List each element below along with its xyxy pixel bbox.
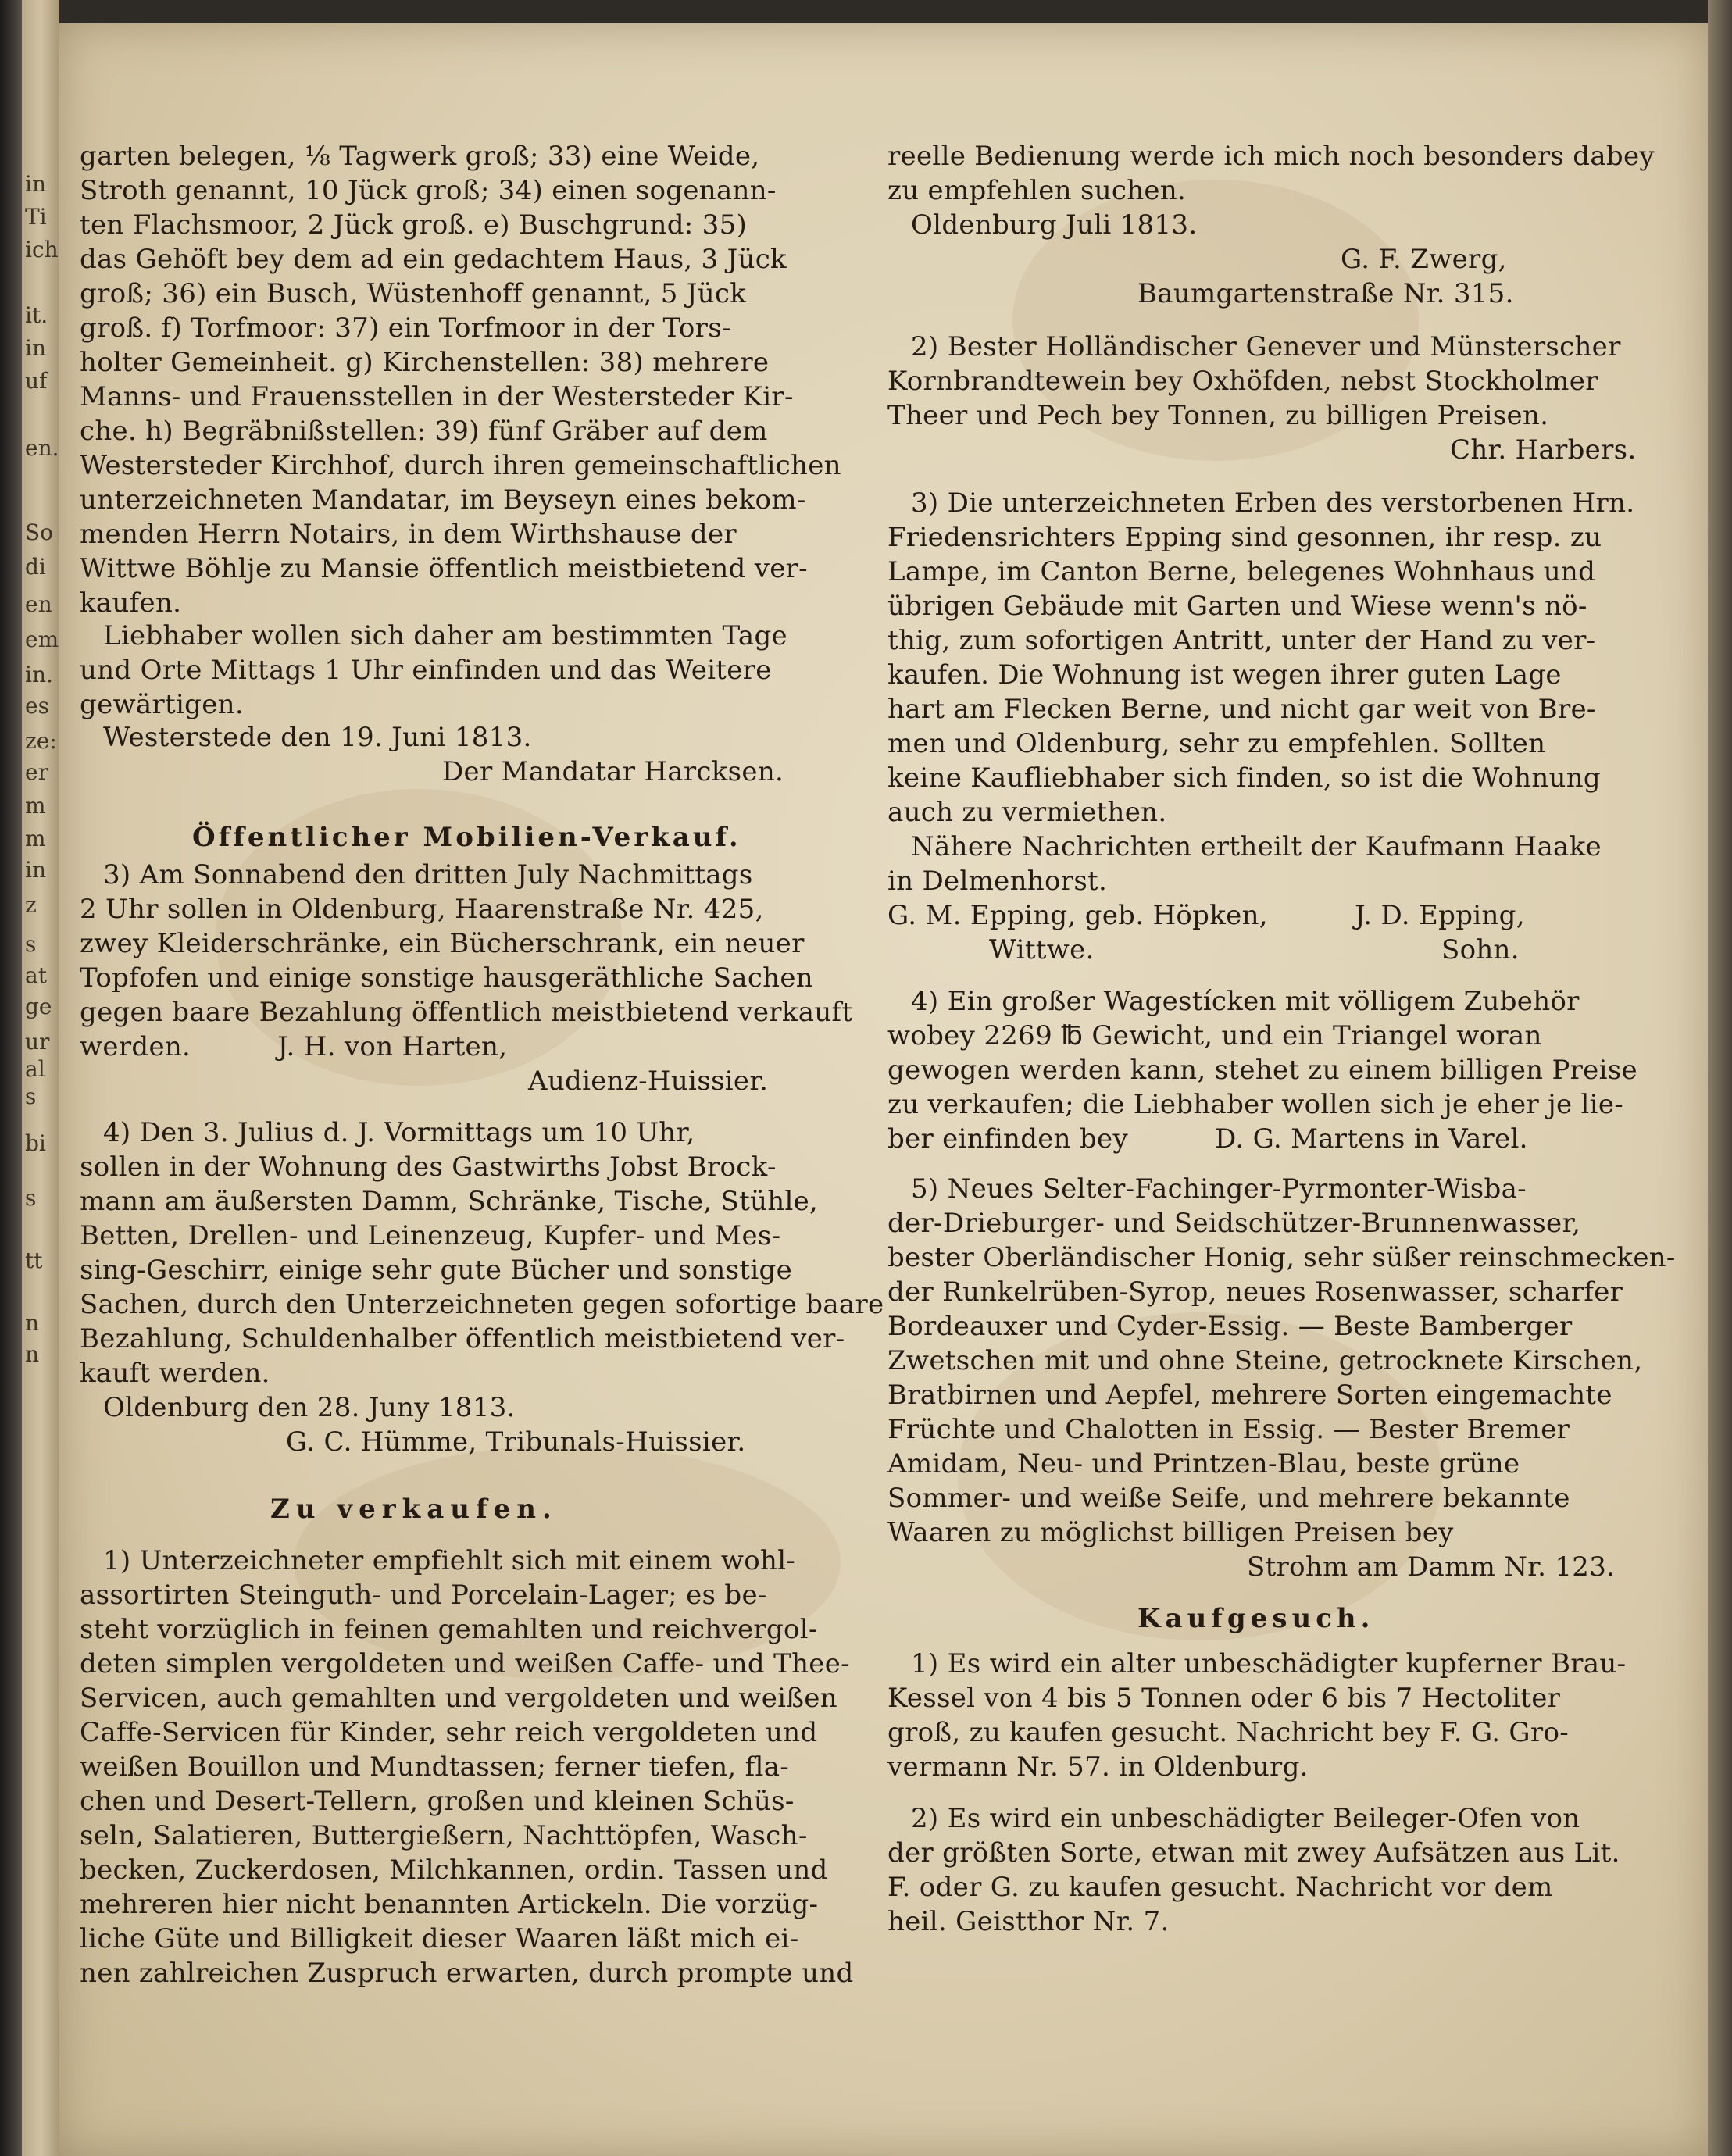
signature-address: Baumgartenstraße Nr. 315.: [1137, 278, 1514, 309]
margin-fragment: al: [25, 1056, 45, 1082]
text-line: mehreren hier nicht benannten Artickeln. Die vorzüg-: [80, 1889, 819, 1920]
text-line: 4) Den 3. Julius d. J. Vormittags um 10 Uhr,: [103, 1117, 695, 1148]
margin-fragment: z: [25, 892, 37, 918]
margin-fragment: en.: [25, 435, 59, 461]
text-line: Zwetschen mit und ohne Steine, getrocknete Kirschen,: [887, 1345, 1643, 1376]
signature: G. F. Zwerg,: [1341, 244, 1507, 275]
text-line: reelle Bedienung werde ich mich noch besonders dabey: [887, 141, 1655, 172]
margin-fragment: it.: [25, 302, 48, 328]
text-line: becken, Zuckerdosen, Milchkannen, ordin. Tassen und: [80, 1854, 828, 1886]
text-line: 5) Neues Selter-Fachinger-Pyrmonter-Wisba-: [911, 1173, 1527, 1205]
text-line: Nähere Nachrichten ertheilt der Kaufmann Haake: [911, 831, 1602, 862]
margin-fragment: s: [25, 931, 37, 957]
margin-fragment: So: [25, 519, 54, 545]
text-line: groß, zu kaufen gesucht. Nachricht bey F. G. Gro-: [887, 1717, 1570, 1748]
margin-fragment: er: [25, 759, 48, 785]
signature: Der Mandatar Harcksen.: [442, 756, 784, 787]
margin-fragment: Ti: [25, 204, 47, 230]
text-line: kauft werden.: [80, 1358, 270, 1389]
text-line: bester Oberländischer Honig, sehr süßer reinschmecken-: [887, 1242, 1676, 1273]
margin-fragment: ze:: [25, 728, 57, 754]
text-line: Bordeauxer und Cyder-Essig. — Beste Bamberger: [887, 1311, 1573, 1342]
text-line: Servicen, auch gemahlten und vergoldeten und weißen: [80, 1683, 837, 1714]
text-line: ber einfinden bey D. G. Martens in Varel.: [887, 1123, 1528, 1155]
signature: Strohm am Damm Nr. 123.: [1247, 1551, 1616, 1583]
margin-fragment: in: [25, 857, 46, 883]
text-line: keine Kaufliebhaber sich finden, so ist die Wohnung: [887, 762, 1601, 794]
text-line: Manns- und Frauensstellen in der Westersteder Kir-: [80, 381, 794, 412]
text-line: 2) Es wird ein unbeschädigter Beileger-Ofen von: [911, 1803, 1580, 1834]
text-line: groß. f) Torfmoor: 37) ein Torfmoor in der Tors-: [80, 312, 731, 344]
page-edge: [1708, 0, 1732, 2156]
text-line: gewärtigen.: [80, 689, 244, 720]
text-line: Westersteder Kirchhof, durch ihren gemeinschaftlichen: [80, 450, 841, 481]
text-line: der größten Sorte, etwan mit zwey Aufsätzen aus Lit.: [887, 1837, 1620, 1869]
text-line: wobey 2269 ℔ Gewicht, und ein Triangel woran: [887, 1020, 1542, 1051]
text-line: garten belegen, ⅛ Tagwerk groß; 33) eine Weide,: [80, 141, 760, 172]
text-line: chen und Desert-Tellern, großen und kleinen Schüs-: [80, 1786, 795, 1817]
margin-fragment: ur: [25, 1029, 50, 1055]
margin-fragment: s: [25, 1083, 37, 1109]
text-line: nen zahlreichen Zuspruch erwarten, durch prompte und: [80, 1958, 854, 1989]
margin-fragment: di: [25, 554, 46, 580]
section-heading: Zu verkaufen.: [270, 1494, 558, 1525]
text-line: zu verkaufen; die Liebhaber wollen sich je eher je lie-: [887, 1089, 1624, 1120]
text-line: men und Oldenburg, sehr zu empfehlen. Sollten: [887, 728, 1546, 759]
text-line: thig, zum sofortigen Antritt, unter der Hand zu ver-: [887, 625, 1596, 656]
margin-fragment: ich: [25, 237, 59, 262]
section-heading: Öffentlicher Mobilien-Verkauf.: [192, 822, 741, 853]
text-line: und Orte Mittags 1 Uhr einfinden und das Weitere: [80, 655, 772, 686]
text-line: werden. J. H. von Harten,: [80, 1031, 508, 1062]
margin-fragment: s: [25, 1185, 37, 1211]
text-line: Friedensrichters Epping sind gesonnen, ihr resp. zu: [887, 522, 1602, 553]
text-line: der-Drieburger- und Seidschützer-Brunnenwasser,: [887, 1208, 1581, 1239]
text-line: 2 Uhr sollen in Oldenburg, Haarenstraße Nr. 425,: [80, 894, 764, 925]
text-line: sing-Geschirr, einige sehr gute Bücher und sonstige: [80, 1255, 792, 1286]
previous-page-margin: [22, 0, 59, 2156]
text-line: menden Herrn Notairs, in dem Wirthshause der: [80, 519, 737, 550]
text-line: holter Gemeinheit. g) Kirchenstellen: 38) mehrere: [80, 347, 770, 378]
text-line: 4) Ein großer Wagestícken mit völligem Zubehör: [911, 986, 1580, 1017]
margin-fragment: in.: [25, 662, 53, 687]
text-line: Lampe, im Canton Berne, belegenes Wohnhaus und: [887, 556, 1596, 587]
dateline: Oldenburg Juli 1813.: [911, 209, 1198, 241]
margin-fragment: m: [25, 826, 46, 851]
text-line: 1) Es wird ein alter unbeschädigter kupferner Brau-: [911, 1648, 1627, 1679]
text-line: Liebhaber wollen sich daher am bestimmten Tage: [103, 620, 787, 651]
text-line: 3) Am Sonnabend den dritten July Nachmittags: [103, 859, 753, 891]
text-line: seln, Salatieren, Buttergießern, Nachttöpfen, Wasch-: [80, 1820, 808, 1851]
text-line: in Delmenhorst.: [887, 866, 1108, 897]
text-line: weißen Bouillon und Mundtassen; ferner tiefen, fla-: [80, 1751, 790, 1783]
text-line: hart am Flecken Berne, und nicht gar weit von Bre-: [887, 694, 1596, 725]
text-line: gegen baare Bezahlung öffentlich meistbietend verkauft: [80, 997, 853, 1028]
margin-fragment: n: [25, 1310, 40, 1336]
margin-fragment: en: [25, 591, 52, 617]
margin-fragment: bi: [25, 1130, 46, 1156]
text-line: assortirten Steinguth- und Porcelain-Lager; es be-: [80, 1580, 767, 1611]
text-line: deten simplen vergoldeten und weißen Caffe- und Thee-: [80, 1648, 850, 1679]
text-line: Amidam, Neu- und Printzen-Blau, beste grüne: [887, 1448, 1520, 1480]
text-line: vermann Nr. 57. in Oldenburg.: [887, 1751, 1309, 1783]
signature: Chr. Harbers.: [1450, 434, 1637, 466]
margin-fragment: ge: [25, 994, 52, 1019]
margin-fragment: uf: [25, 368, 48, 394]
text-line: sollen in der Wohnung des Gastwirths Jobst Brock-: [80, 1151, 777, 1183]
text-line: liche Güte und Billigkeit dieser Waaren läßt mich ei-: [80, 1923, 799, 1954]
text-line: che. h) Begräbnißstellen: 39) fünf Gräber auf dem: [80, 416, 768, 447]
text-line: Stroth genannt, 10 Jück groß; 34) einen sogenann-: [80, 175, 777, 206]
text-line: kaufen.: [80, 587, 182, 619]
text-line: Topfofen und einige sonstige hausgeräthliche Sachen: [80, 962, 813, 994]
text-line: Betten, Drellen- und Leinenzeug, Kupfer- und Mes-: [80, 1220, 781, 1251]
newspaper-page: [59, 23, 1708, 2156]
text-line: Wittwe Böhlje zu Mansie öffentlich meistbietend ver-: [80, 553, 808, 584]
text-line: gewogen werden kann, stehet zu einem billigen Preise: [887, 1055, 1637, 1086]
margin-fragment: at: [25, 962, 47, 988]
text-line: 1) Unterzeichneter empfiehlt sich mit einem wohl-: [103, 1545, 796, 1576]
text-line: Früchte und Chalotten in Essig. — Bester Bremer: [887, 1414, 1570, 1445]
text-line: Theer und Pech bey Tonnen, zu billigen Preisen.: [887, 400, 1549, 431]
text-line: Sachen, durch den Unterzeichneten gegen sofortige baare: [80, 1289, 884, 1320]
text-line: F. oder G. zu kaufen gesucht. Nachricht vor dem: [887, 1872, 1553, 1903]
text-line: unterzeichneten Mandatar, im Beyseyn eines bekom-: [80, 484, 806, 516]
dateline: Oldenburg den 28. Juny 1813.: [103, 1392, 516, 1423]
text-line: übrigen Gebäude mit Garten und Wiese wenn's nö-: [887, 591, 1587, 622]
text-line: mann am äußersten Damm, Schränke, Tische, Stühle,: [80, 1186, 819, 1217]
book-spine: [0, 0, 22, 2156]
text-line: kaufen. Die Wohnung ist wegen ihrer guten Lage: [887, 659, 1562, 691]
text-line: 2) Bester Holländischer Genever und Münsterscher: [911, 331, 1621, 362]
signature: Wittwe. Sohn.: [989, 934, 1520, 966]
dateline: Westerstede den 19. Juni 1813.: [103, 722, 532, 753]
text-line: ten Flachsmoor, 2 Jück groß. e) Buschgrund: 35): [80, 209, 748, 241]
margin-fragment: in: [25, 171, 46, 197]
margin-fragment: n: [25, 1341, 40, 1367]
text-line: Kornbrandtewein bey Oxhöfden, nebst Stockholmer: [887, 366, 1598, 397]
signature: Audienz-Huissier.: [528, 1066, 769, 1097]
text-line: groß; 36) ein Busch, Wüstenhoff genannt, 5 Jück: [80, 278, 747, 309]
margin-fragment: tt: [25, 1248, 43, 1273]
margin-fragment: m: [25, 793, 46, 819]
text-line: Kessel von 4 bis 5 Tonnen oder 6 bis 7 Hectoliter: [887, 1683, 1561, 1714]
text-line: zu empfehlen suchen.: [887, 175, 1187, 206]
section-heading: Kaufgesuch.: [1137, 1603, 1375, 1634]
text-line: heil. Geistthor Nr. 7.: [887, 1906, 1170, 1937]
text-line: 3) Die unterzeichneten Erben des verstorbenen Hrn.: [911, 487, 1635, 519]
text-line: zwey Kleiderschränke, ein Bücherschrank, ein neuer: [80, 928, 805, 959]
text-line: Bezahlung, Schuldenhalber öffentlich meistbietend ver-: [80, 1323, 845, 1355]
margin-fragment: es: [25, 693, 49, 719]
margin-fragment: in: [25, 335, 46, 361]
text-line: das Gehöft bey dem ad ein gedachtem Haus, 3 Jück: [80, 244, 787, 275]
text-line: steht vorzüglich in feinen gemahlten und reichvergol-: [80, 1614, 818, 1645]
signature: G. M. Epping, geb. Höpken, J. D. Epping,: [887, 900, 1525, 931]
signature: G. C. Hümme, Tribunals-Huissier.: [286, 1426, 746, 1458]
text-line: Sommer- und weiße Seife, und mehrere bekannte: [887, 1483, 1570, 1514]
text-line: Bratbirnen und Aepfel, mehrere Sorten eingemachte: [887, 1380, 1612, 1411]
margin-fragment: em: [25, 626, 59, 652]
text-line: der Runkelrüben-Syrop, neues Rosenwasser, scharfer: [887, 1276, 1623, 1308]
text-line: auch zu vermiethen.: [887, 797, 1167, 828]
text-line: Caffe-Servicen für Kinder, sehr reich vergoldeten und: [80, 1717, 818, 1748]
text-line: Waaren zu möglichst billigen Preisen bey: [887, 1517, 1454, 1548]
